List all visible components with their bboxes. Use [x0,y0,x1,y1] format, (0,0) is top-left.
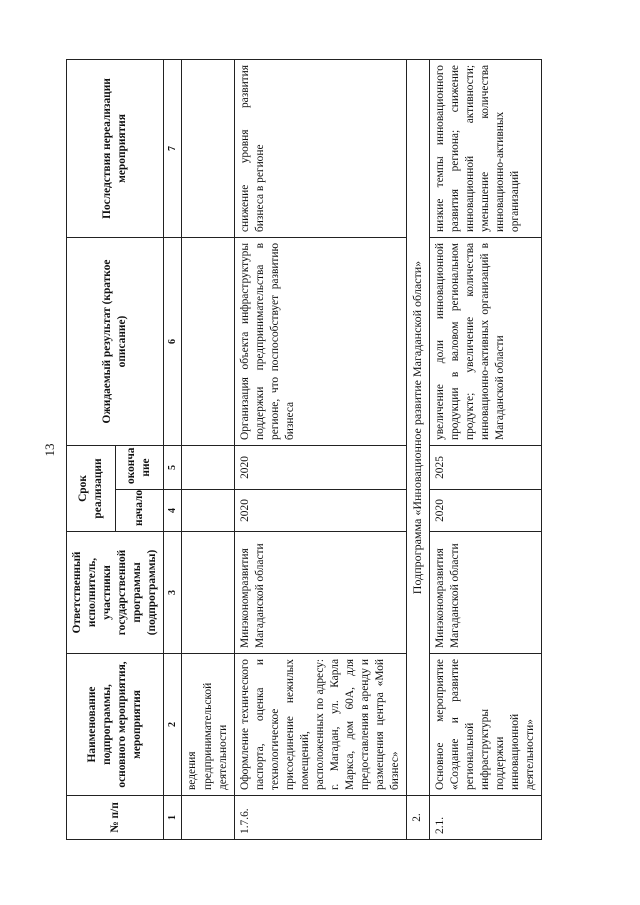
header-executor: Ответственный исполнитель, участники государственной программы (подпрограммы) [67,532,164,654]
header-result: Ожидаемый результат (краткое описание) [67,238,164,446]
row-start [182,490,234,532]
row-num [182,796,234,840]
row-result: увеличение доли инновационной продукции в валовом региональном продукте; увеличение количества инновационно-активных организаций в Магаданской области [429,238,541,446]
header-term: Срок реализации [67,446,116,532]
row-end: 2025 [429,446,541,490]
header-consequences: Последствия нереализации мероприятия [67,60,164,238]
row-end [182,446,234,490]
events-table [66,59,542,840]
row-executor: Минэкономразвития Магаданской области [429,532,541,654]
subprogram-title: Подпрограмма «Инновационное развитие Магаданской области» [407,60,430,796]
header-num: № п/п [67,796,164,840]
row-consequences: низкие темпы инновационного развития региона; снижение инновационной активности; уменьшение количества инновационно-активных организаций [429,60,541,238]
row-consequences [182,60,234,238]
header-end: оконча ние [115,446,164,490]
row-result: Организация объекта инфраструктуры поддержки предпринимательства в регионе, что поспособствует развитию бизнеса [234,238,407,446]
col-number: 6 [164,238,182,446]
row-result [182,238,234,446]
subprogram-row [407,60,430,840]
row-name: ведения предпринимательской деятельности [182,654,234,796]
col-number: 2 [164,654,182,796]
row-name: Основное мероприятие «Создание и развитие региональной инфраструктуры поддержки инновационной деятельности» [429,654,541,796]
table-row [234,60,407,840]
col-number: 7 [164,60,182,238]
row-executor [182,532,234,654]
row-start: 2020 [234,490,407,532]
row-start: 2020 [429,490,541,532]
table-row [429,60,541,840]
row-num: 1.7.6. [234,796,407,840]
col-number: 3 [164,532,182,654]
table-row [182,60,234,840]
row-consequences: снижение уровня развития бизнеса в регионе [234,60,407,238]
row-num: 2.1. [429,796,541,840]
row-executor: Минэкономразвития Магаданской области [234,532,407,654]
column-numbers-row [164,60,182,840]
header-start: начало [115,490,164,532]
col-number: 5 [164,446,182,490]
row-end: 2020 [234,446,407,490]
page-number: 13 [42,443,57,457]
row-name: Оформление технического паспорта, оценка и технологическое присоединение нежилых помещений, расположенных по адресу: г. Магадан, ул. Карла Маркса, дом 60А, для предоставления в аренду и размещения центра «Мой бизнес» [234,654,407,796]
col-number: 4 [164,490,182,532]
col-number: 1 [164,796,182,840]
subprogram-num: 2. [407,796,430,840]
rotated-page [66,60,591,840]
header-name: Наименование подпрограммы, основного мероприятия, мероприятия [67,654,164,796]
